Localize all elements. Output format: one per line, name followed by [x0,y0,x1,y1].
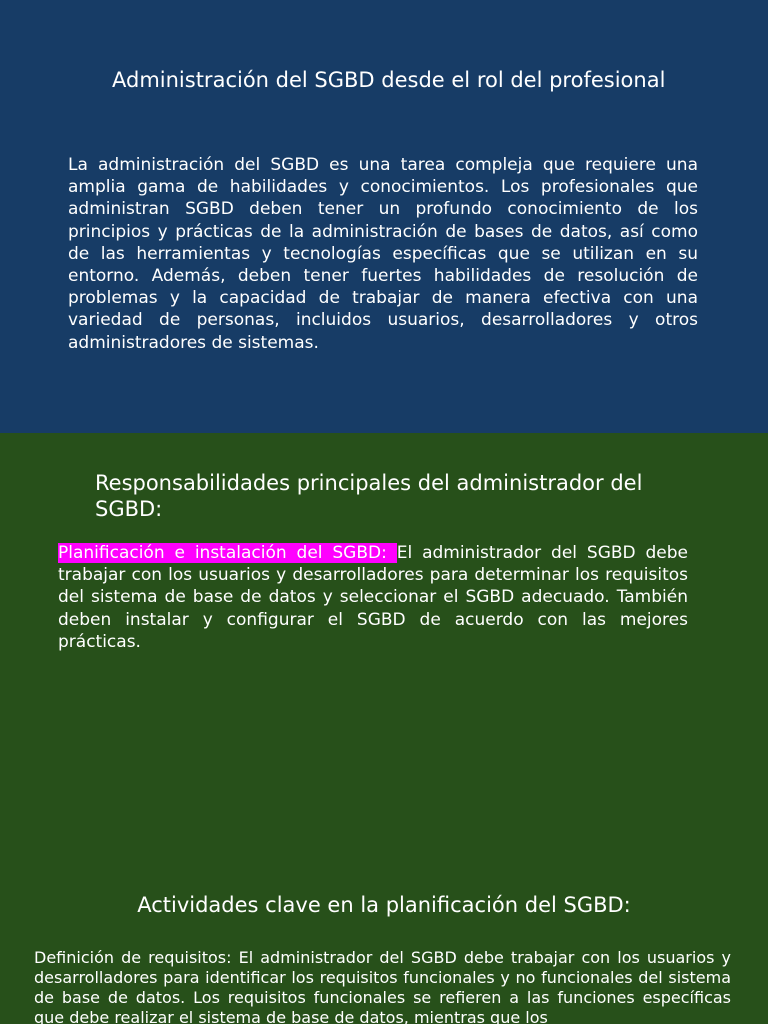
section-paragraph-administracion: La administración del SGBD es una tarea compleja que requiere una amplia gama de habilidades y conocimientos. Los profesionales que administran SGBD deben tener un profundo conocimiento de los principios y prácticas de la administración de bases de datos, así como de las herramientas y tecnologías específicas que se utilizan en su entorno. Además, deben tener fuertes habilidades de resolución de problemas y la capacidad de trabajar de manera efectiva con una variedad de personas, incluidos usuarios, desarrolladores y otros administradores de sistemas. [68,155,698,353]
section-title-responsabilidades: Responsabilidades principales del administrador del SGBD: [95,471,643,521]
section-paragraph-responsabilidades [58,542,688,653]
section-title-administracion: Administración del SGBD desde el rol del profesional [112,68,666,92]
section-paragraph-actividades: Definición de requisitos: El administrador del SGBD debe trabajar con los usuarios y desarrolladores para identificar los requisitos funcionales y no funcionales del sistema de base de datos. Los requisitos funcionales se refieren a las funciones específicas que debe realizar el sistema de base de datos, mientras que los [34,948,731,1027]
paragraph-body: El administrador del SGBD debe trabajar con los usuarios y desarrolladores para determinar los requisitos del sistema de base de datos y seleccionar el SGBD adecuado. También deben instalar y configurar el SGBD de acuerdo con las mejores prácticas. [58,543,688,652]
highlighted-label: Planificación e instalación del SGBD: [58,543,397,563]
section-title-actividades: Actividades clave en la planificación del SGBD: [137,893,631,917]
